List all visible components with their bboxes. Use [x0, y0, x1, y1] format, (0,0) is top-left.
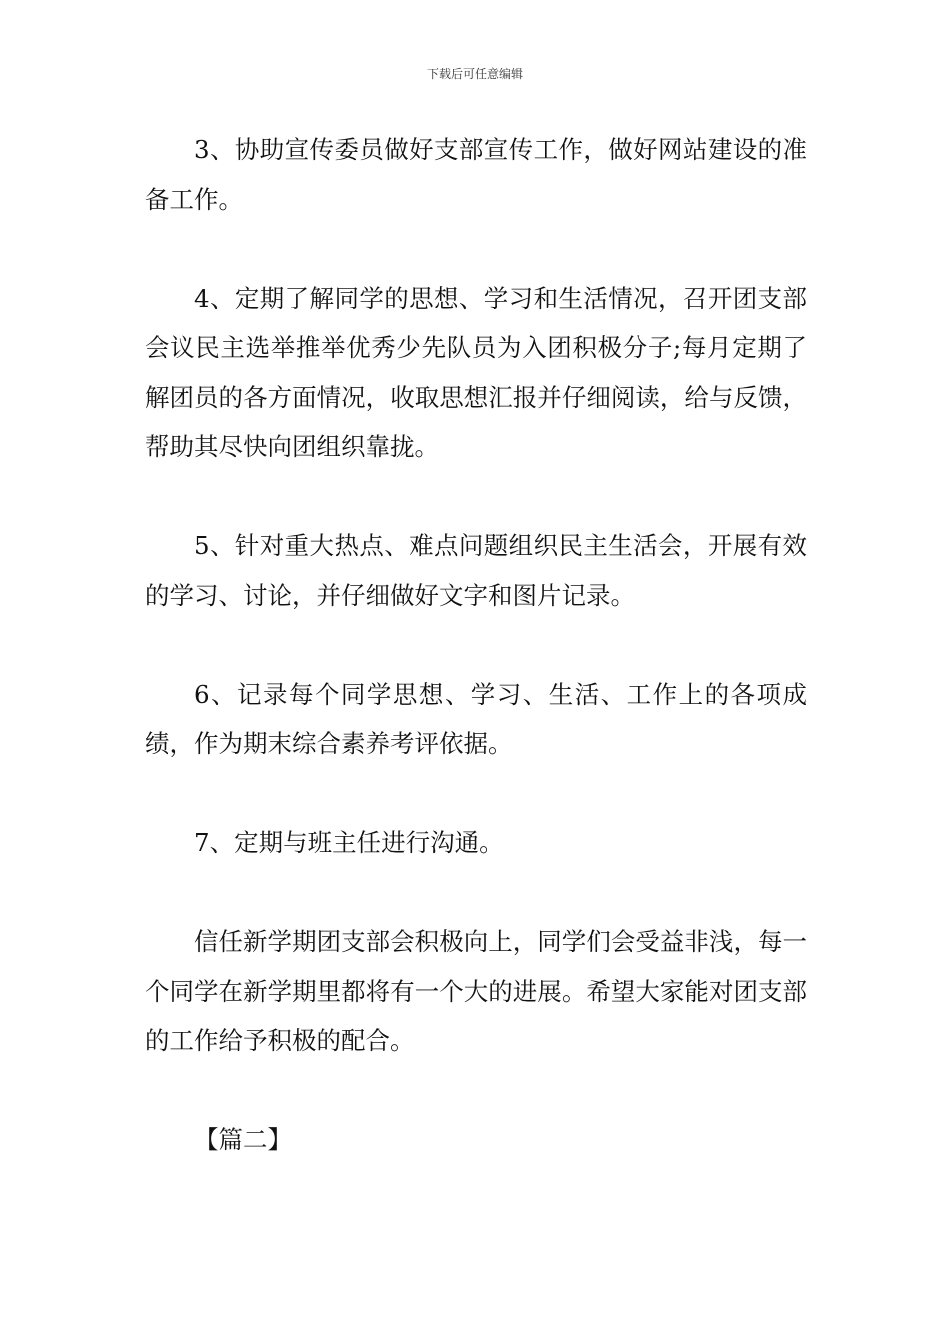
closing-paragraph: 信任新学期团支部会积极向上，同学们会受益非浅，每一个同学在新学期里都将有一个大的进展。希望大家能对团支部的工作给予积极的配合。 — [145, 927, 807, 1055]
paragraph-spacer — [145, 868, 807, 918]
paragraph-item-6: 6、记录每个同学思想、学习、生活、工作上的各项成绩，作为期末综合素养考评依据。 — [145, 679, 807, 758]
section-heading: 【篇二】 — [194, 1125, 292, 1154]
paragraph-item-4: 4、定期了解同学的思想、学习和生活情况，召开团支部会议民主选举推举优秀少先队员为入团积极分子;每月定期了解团员的各方面情况，收取思想汇报并仔细阅读，给与反馈，帮助其尽快向团组织靠拢。 — [145, 283, 807, 461]
paragraph-spacer — [145, 1066, 807, 1116]
paragraph-spacer — [145, 472, 807, 522]
paragraph-spacer — [145, 224, 807, 274]
document-body — [145, 125, 807, 1165]
paragraph-item-7: 7、定期与班主任进行沟通。 — [194, 828, 504, 857]
page-header: 下载后可任意编辑 — [426, 67, 523, 81]
paragraph-item-3: 3、协助宣传委员做好支部宣传工作，做好网站建设的准备工作。 — [145, 135, 807, 214]
paragraph-item-5: 5、针对重大热点、难点问题组织民主生活会，开展有效的学习、讨论，并仔细做好文字和图片记录。 — [145, 531, 807, 610]
paragraph-spacer — [145, 620, 807, 670]
paragraph-spacer — [145, 769, 807, 819]
